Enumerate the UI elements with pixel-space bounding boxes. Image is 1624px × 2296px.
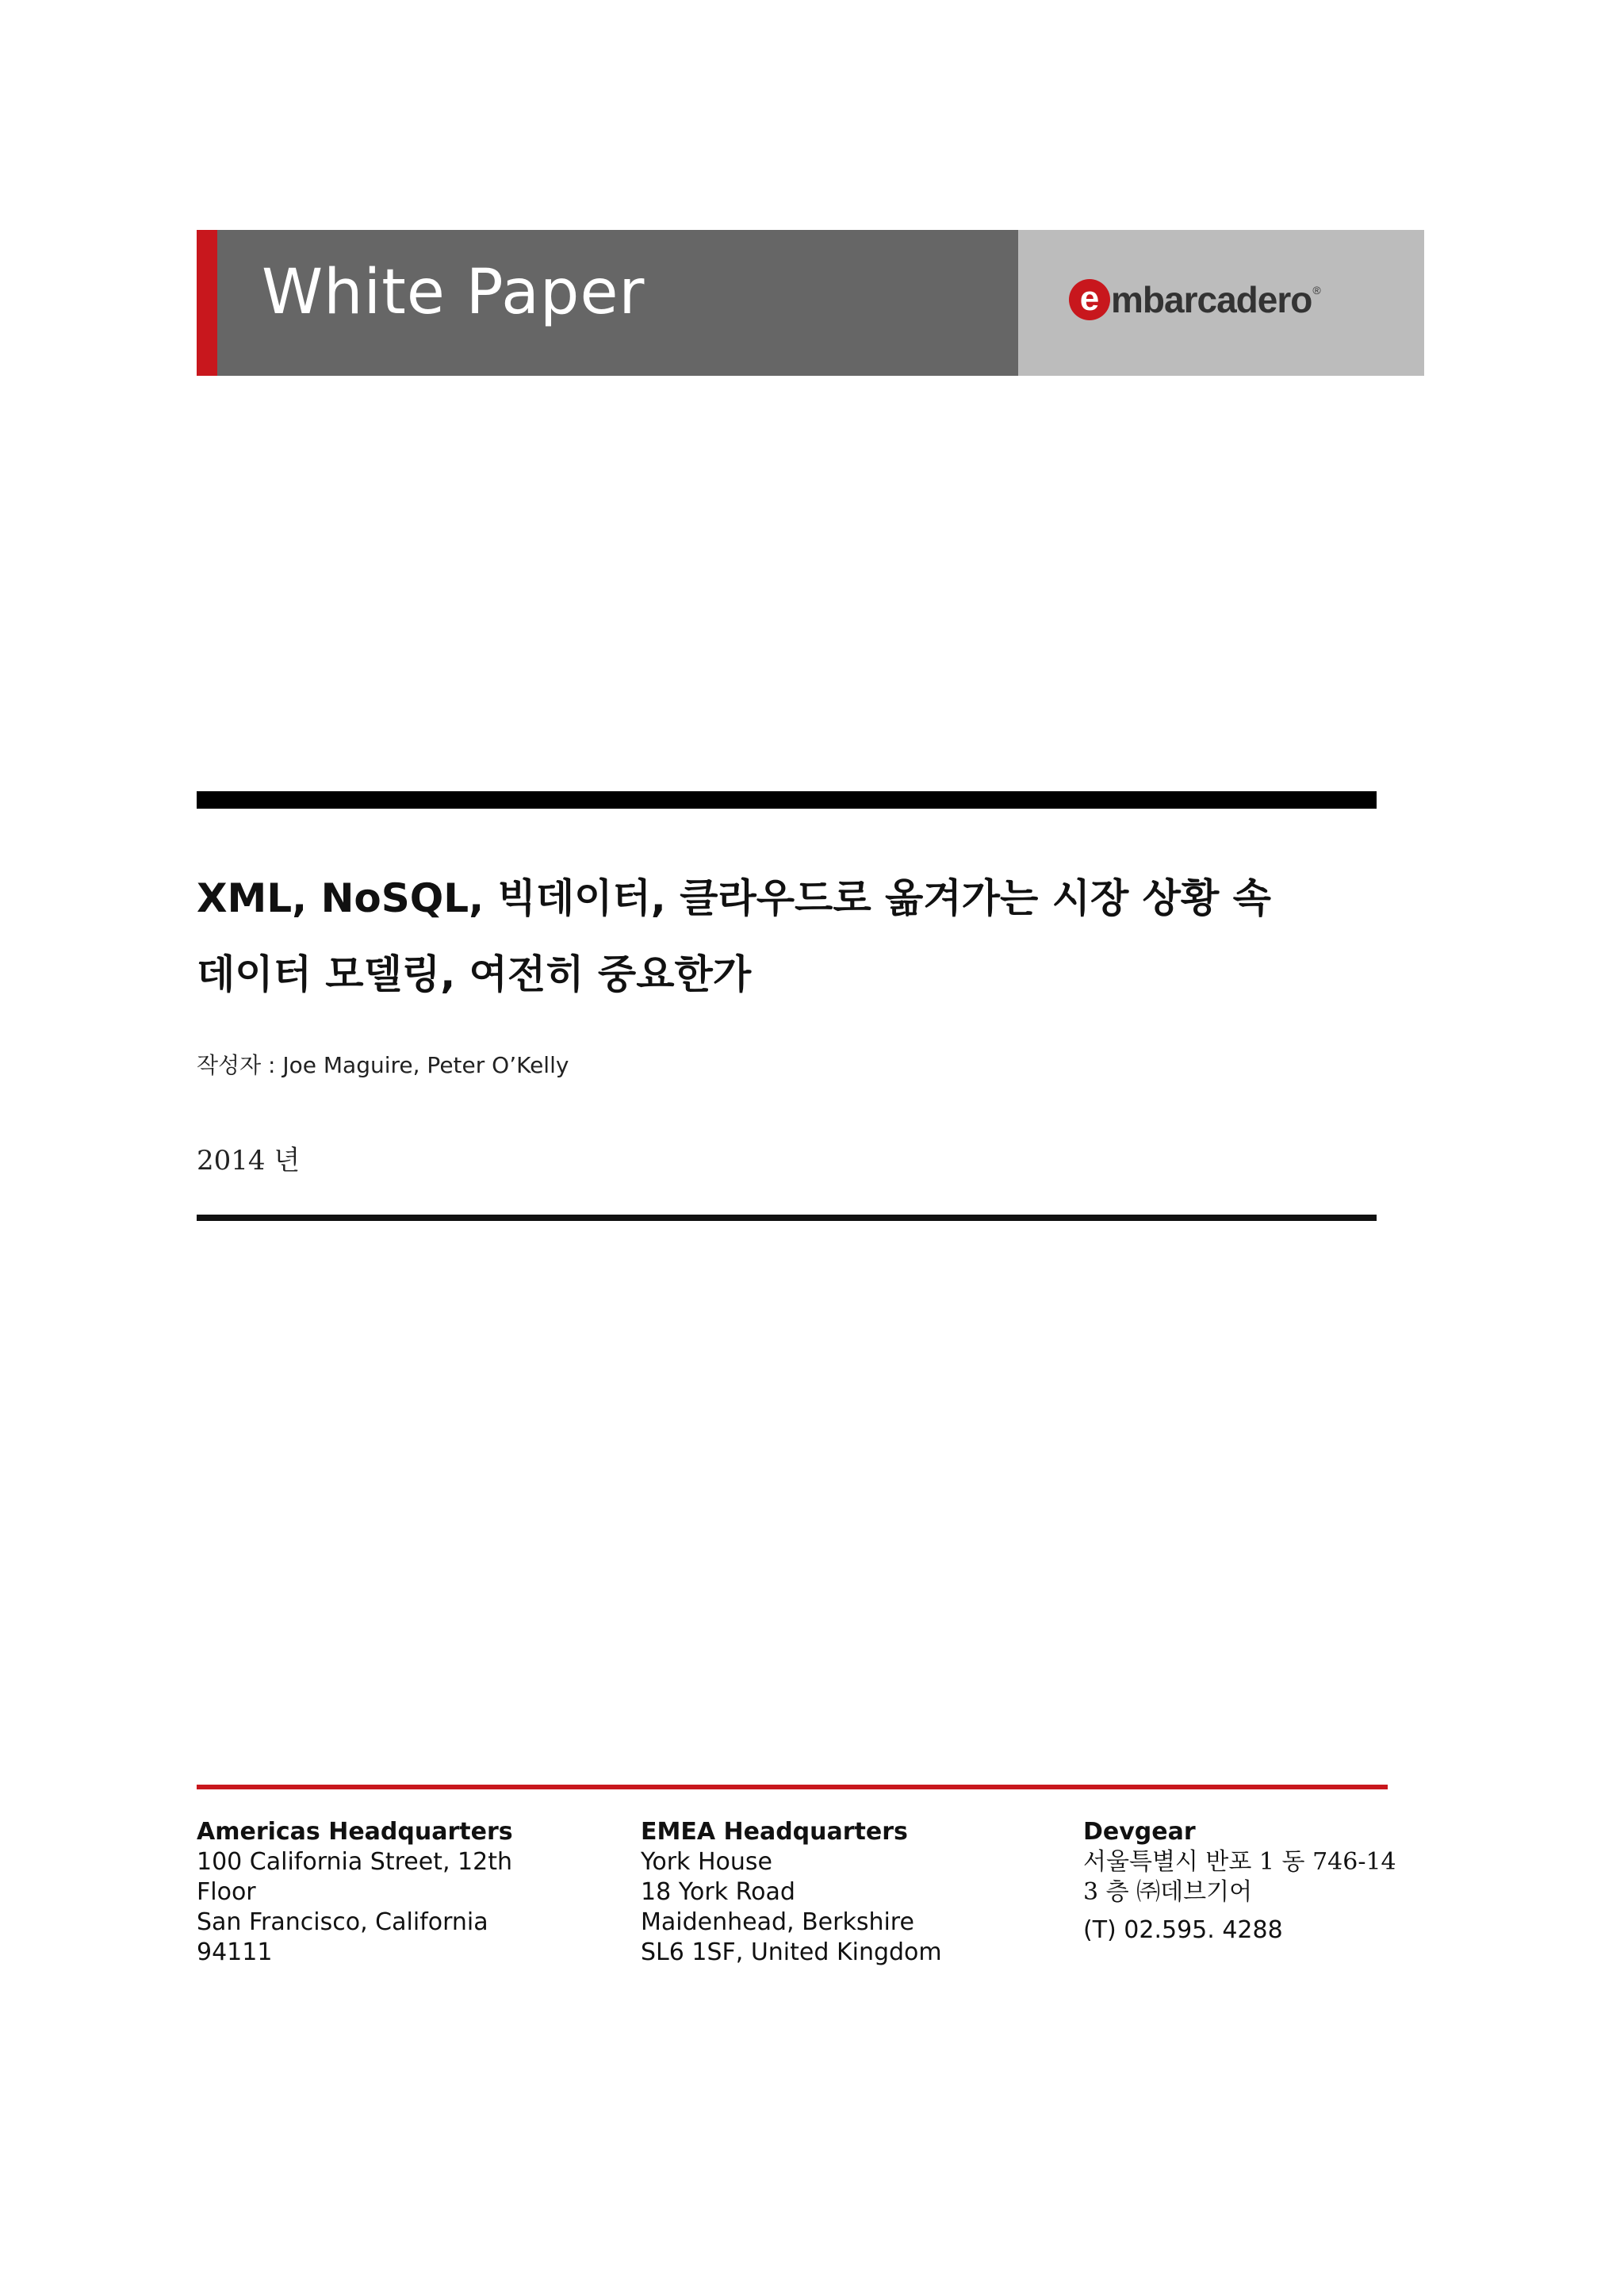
publication-year: 2014 년 [197, 1145, 301, 1177]
devgear-address [1083, 1817, 1424, 1946]
title-line-2: 데이터 모델링, 여전히 중요한가 [197, 951, 752, 997]
document-title [197, 860, 1402, 1012]
title-top-rule [197, 791, 1377, 809]
americas-line: 94111 [197, 1938, 273, 1966]
americas-line: San Francisco, California [197, 1908, 488, 1936]
banner-title-area [217, 230, 1018, 376]
embarcadero-logo [1069, 279, 1321, 320]
emea-address [641, 1817, 1021, 1968]
white-paper-banner [197, 230, 1424, 376]
americas-address [197, 1817, 561, 1968]
logo-registered-mark: ® [1312, 284, 1321, 297]
banner-accent-stripe [197, 230, 217, 376]
emea-line: York House [641, 1848, 772, 1876]
author-line: 작성자 : Joe Maguire, Peter O’Kelly [197, 1052, 569, 1078]
devgear-line: 서울특별시 반포 1 동 746-14 [1083, 1848, 1396, 1876]
americas-line: 100 California Street, 12th [197, 1848, 512, 1876]
title-bottom-rule [197, 1215, 1377, 1221]
banner-logo-area [1018, 230, 1424, 376]
emea-line: Maidenhead, Berkshire [641, 1908, 914, 1936]
logo-wordmark: mbarcadero [1111, 279, 1312, 320]
americas-line: Floor [197, 1878, 256, 1906]
emea-line: 18 York Road [641, 1878, 795, 1906]
devgear-line: 3 층 ㈜데브기어 [1083, 1878, 1253, 1906]
emea-line: SL6 1SF, United Kingdom [641, 1938, 942, 1966]
banner-title: White Paper [262, 257, 645, 328]
title-line-1: XML, NoSQL, 빅데이터, 클라우드로 옮겨가는 시장 상황 속 [197, 875, 1271, 921]
footer-red-rule [197, 1785, 1388, 1789]
logo-e-mark: e [1069, 279, 1110, 320]
devgear-heading: Devgear [1083, 1818, 1196, 1846]
footer-addresses [197, 1817, 1418, 1992]
emea-heading: EMEA Headquarters [641, 1818, 908, 1846]
devgear-phone: (T) 02.595. 4288 [1083, 1916, 1283, 1944]
americas-heading: Americas Headquarters [197, 1818, 513, 1846]
